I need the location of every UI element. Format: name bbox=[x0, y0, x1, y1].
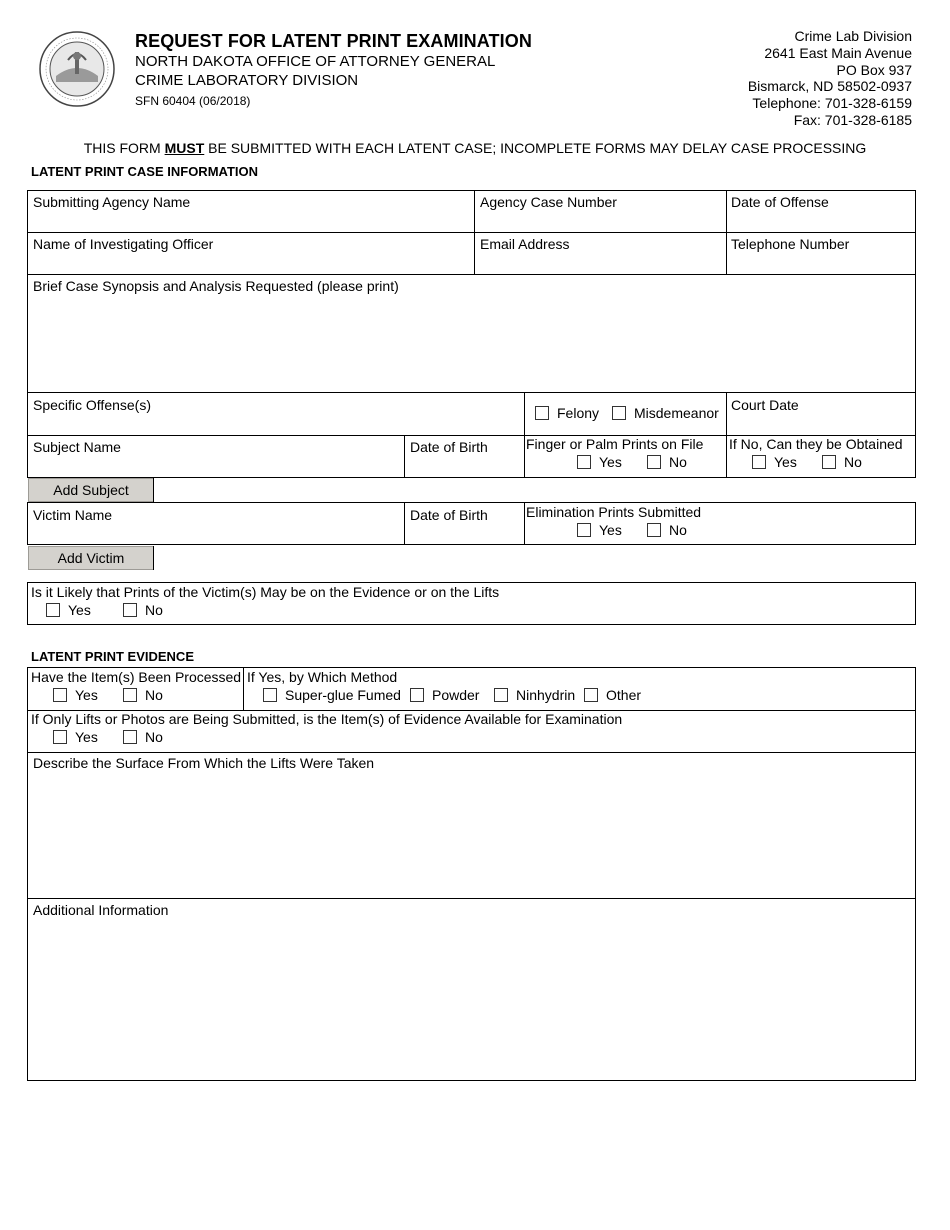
processed-question-label: Have the Item(s) Been Processed bbox=[31, 669, 242, 685]
investigating-officer-field[interactable]: Name of Investigating Officer bbox=[33, 236, 214, 252]
can-be-obtained-label: If No, Can they be Obtained bbox=[729, 436, 903, 452]
address-line: Bismarck, ND 58502-0937 bbox=[747, 78, 912, 95]
lifts-no-checkbox[interactable] bbox=[123, 730, 137, 744]
felony-checkbox[interactable] bbox=[535, 406, 549, 420]
victim-prints-yes-checkbox[interactable] bbox=[46, 603, 60, 617]
address-line: PO Box 937 bbox=[836, 61, 912, 78]
processed-yes-checkbox[interactable] bbox=[53, 688, 67, 702]
misdemeanor-label: Misdemeanor bbox=[634, 405, 719, 421]
address-line: Crime Lab Division bbox=[794, 28, 912, 44]
victim-name-field[interactable]: Victim Name bbox=[33, 507, 113, 523]
additional-information-field[interactable]: Additional Information bbox=[33, 902, 169, 918]
telephone-number-field[interactable]: Telephone Number bbox=[731, 236, 850, 252]
email-address-field[interactable]: Email Address bbox=[480, 236, 570, 252]
yes-label: Yes bbox=[75, 687, 98, 703]
add-victim-button[interactable]: Add Victim bbox=[28, 546, 154, 570]
address-fax: Fax: 701-328-6185 bbox=[793, 111, 912, 128]
victim-dob-field[interactable]: Date of Birth bbox=[410, 507, 488, 523]
no-label: No bbox=[145, 602, 163, 618]
case-info-section-title: LATENT PRINT CASE INFORMATION bbox=[31, 164, 259, 179]
office-name: NORTH DAKOTA OFFICE OF ATTORNEY GENERAL bbox=[135, 53, 496, 70]
case-synopsis-field[interactable]: Brief Case Synopsis and Analysis Requested (please print) bbox=[33, 278, 399, 294]
surface-description-field[interactable]: Describe the Surface From Which the Lifts Were Taken bbox=[33, 755, 375, 771]
elimination-prints-no-checkbox[interactable] bbox=[647, 523, 661, 537]
submission-notice: THIS FORM MUST BE SUBMITTED WITH EACH LATENT CASE; INCOMPLETE FORMS MAY DELAY CASE PROCESSING bbox=[83, 140, 867, 156]
victim-prints-question-label: Is it Likely that Prints of the Victim(s) May be on the Evidence or on the Lifts bbox=[31, 584, 500, 600]
court-date-field[interactable]: Court Date bbox=[731, 397, 799, 413]
prints-on-file-label: Finger or Palm Prints on File bbox=[526, 436, 704, 452]
date-of-offense-field[interactable]: Date of Offense bbox=[731, 194, 829, 210]
super-glue-checkbox[interactable] bbox=[263, 688, 277, 702]
no-label: No bbox=[844, 454, 862, 470]
ninhydrin-checkbox[interactable] bbox=[494, 688, 508, 702]
ninhydrin-label: Ninhydrin bbox=[516, 687, 576, 703]
submitting-agency-field[interactable]: Submitting Agency Name bbox=[33, 194, 191, 210]
add-subject-button[interactable]: Add Subject bbox=[28, 478, 154, 502]
subject-name-field[interactable]: Subject Name bbox=[33, 439, 121, 455]
no-label: No bbox=[669, 522, 687, 538]
felony-label: Felony bbox=[557, 405, 600, 421]
evidence-section-title: LATENT PRINT EVIDENCE bbox=[31, 649, 194, 664]
other-method-checkbox[interactable] bbox=[584, 688, 598, 702]
no-label: No bbox=[145, 729, 163, 745]
agency-case-number-field[interactable]: Agency Case Number bbox=[480, 194, 617, 210]
state-seal-icon bbox=[38, 30, 116, 108]
yes-label: Yes bbox=[599, 522, 622, 538]
can-be-obtained-yes-checkbox[interactable] bbox=[752, 455, 766, 469]
no-label: No bbox=[669, 454, 687, 470]
no-label: No bbox=[145, 687, 163, 703]
division-name: CRIME LABORATORY DIVISION bbox=[135, 72, 359, 89]
prints-on-file-yes-checkbox[interactable] bbox=[577, 455, 591, 469]
yes-label: Yes bbox=[75, 729, 98, 745]
lifts-yes-checkbox[interactable] bbox=[53, 730, 67, 744]
yes-label: Yes bbox=[599, 454, 622, 470]
lab-address bbox=[748, 28, 912, 129]
misdemeanor-checkbox[interactable] bbox=[612, 406, 626, 420]
elimination-prints-yes-checkbox[interactable] bbox=[577, 523, 591, 537]
powder-label: Powder bbox=[432, 687, 480, 703]
form-number: SFN 60404 (06/2018) bbox=[135, 94, 251, 108]
powder-checkbox[interactable] bbox=[410, 688, 424, 702]
specific-offense-field[interactable]: Specific Offense(s) bbox=[33, 397, 152, 413]
processed-no-checkbox[interactable] bbox=[123, 688, 137, 702]
elimination-prints-label: Elimination Prints Submitted bbox=[526, 504, 702, 520]
prints-on-file-no-checkbox[interactable] bbox=[647, 455, 661, 469]
form-title: REQUEST FOR LATENT PRINT EXAMINATION bbox=[135, 31, 532, 51]
lifts-question-label: If Only Lifts or Photos are Being Submitted, is the Item(s) of Evidence Available for Examination bbox=[31, 711, 623, 727]
super-glue-label: Super-glue Fumed bbox=[285, 687, 401, 703]
can-be-obtained-no-checkbox[interactable] bbox=[822, 455, 836, 469]
victim-prints-no-checkbox[interactable] bbox=[123, 603, 137, 617]
address-phone: Telephone: 701-328-6159 bbox=[752, 95, 912, 112]
yes-label: Yes bbox=[774, 454, 797, 470]
yes-label: Yes bbox=[68, 602, 91, 618]
subject-dob-field[interactable]: Date of Birth bbox=[410, 439, 488, 455]
address-line: 2641 East Main Avenue bbox=[764, 44, 912, 61]
method-question-label: If Yes, by Which Method bbox=[247, 669, 398, 685]
other-method-label: Other bbox=[606, 687, 642, 703]
